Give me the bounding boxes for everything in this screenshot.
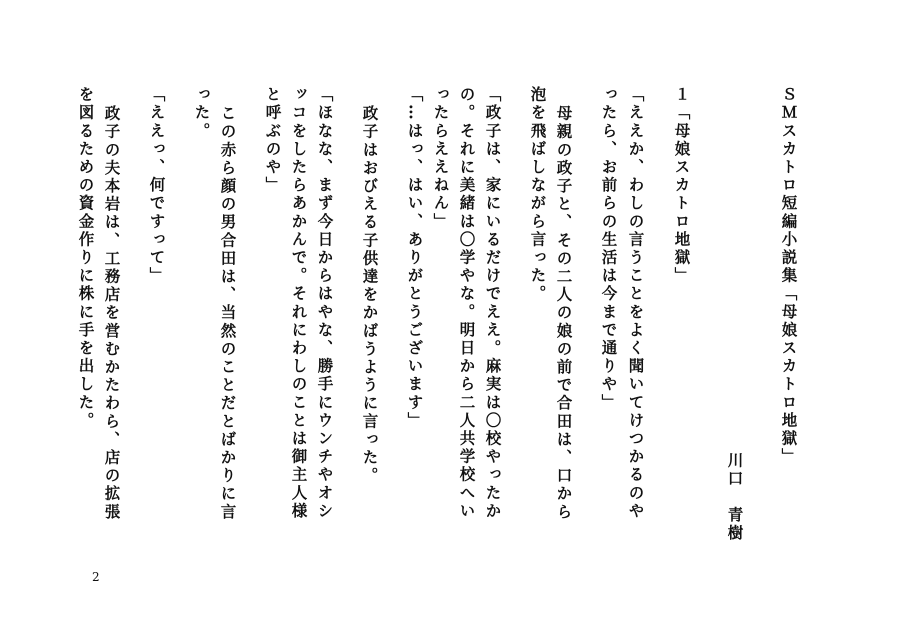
text-line: 「ええっ、何ですって」 <box>147 86 167 286</box>
text-line: 「政子は、家にいるだけでええ。麻実は〇校やったか <box>483 86 503 521</box>
text-line: 「…はっ、はい、ありがとうございます」 <box>405 86 425 430</box>
text-line: と呼ぶのや」 <box>263 86 283 195</box>
text-line: 泡を飛ばしながら言った。 <box>528 86 548 304</box>
text-line: 政子の夫本岩は、工務店を営むかたわら、店の拡張 <box>102 105 122 522</box>
text-line: を図るための資金作りに株に手を出した。 <box>76 86 96 430</box>
author-name: 川口 青樹 <box>725 452 745 543</box>
text-line: この赤ら顔の男合田は、当然のことだとばかりに言 <box>218 105 238 522</box>
text-line: ったらええねん」 <box>431 86 451 231</box>
text-line: 「ええか、わしの言うことをよく聞いてけつかるのや <box>626 86 646 521</box>
text-line: 「ほなな、まず今日からはやな、勝手にウンチやオシ <box>315 86 335 521</box>
text-line: 母親の政子と、その二人の娘の前で合田は、口から <box>554 105 574 522</box>
text-line: の。それに美緒は〇学やな。明日から二人共学校へい <box>457 86 477 521</box>
text-line: ッコをしたらあかんで。それにわしのことは御主人様 <box>289 86 309 521</box>
text-line: 政子はおびえる子供達をかばうように言った。 <box>360 105 380 486</box>
chapter-heading: １「母娘スカトロ地獄」 <box>672 86 692 286</box>
text-line: ったら、お前らの生活は今まで通りや」 <box>599 86 619 412</box>
collection-title: ＳＭスカトロ短編小説集「母娘スカトロ地獄」 <box>779 86 799 467</box>
text-line: った。 <box>192 86 212 141</box>
page-number: 2 <box>92 570 100 584</box>
